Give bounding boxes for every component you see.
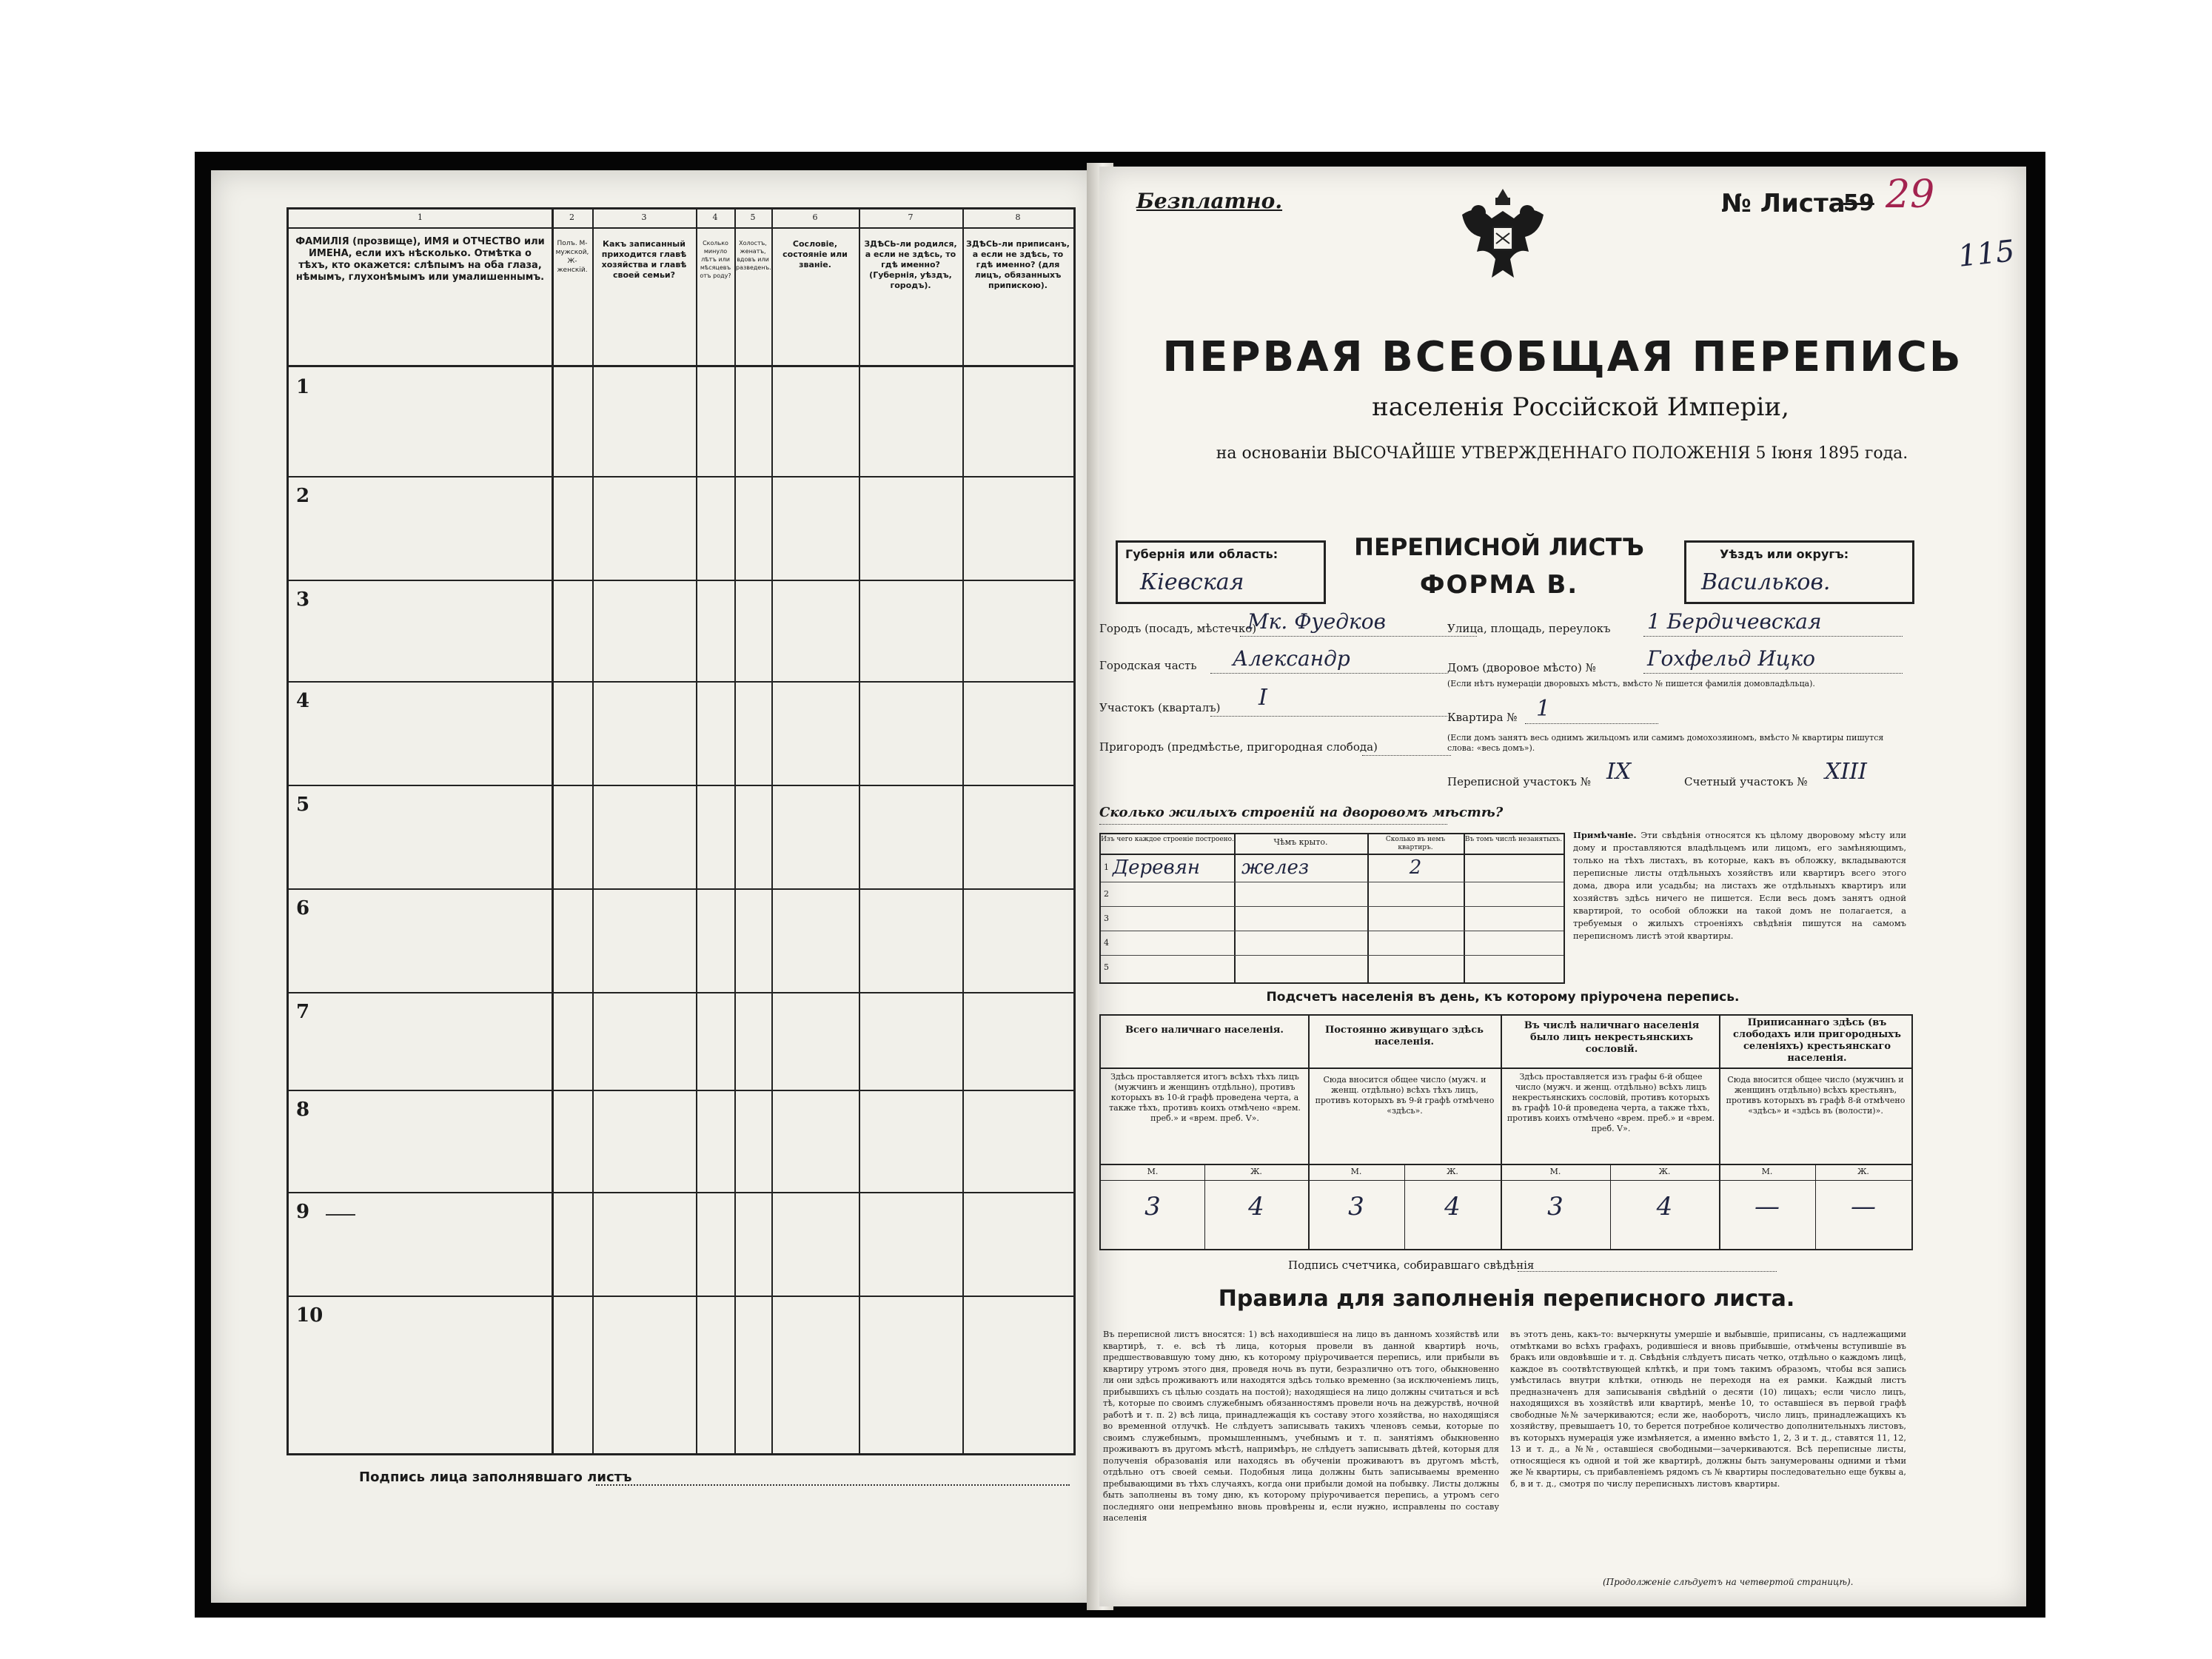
column-header-name: ФАМИЛІЯ (прозвище), ИМЯ и ОТЧЕСТВО или ИМЕНА, если ихъ нѣсколько. Отмѣтка о тѣхъ, кто окажется: слѣпымъ на оба глаза, нѣмымъ, глухонѣмымъ или умалишеннымъ. (295, 236, 545, 283)
row-number: 6 (296, 897, 310, 919)
guberniya-label: Губернія или область: (1125, 547, 1278, 561)
house-value: Гохфельд Ицко (1647, 646, 1815, 671)
table-row (289, 1090, 1073, 1193)
building-apartments: 2 (1409, 857, 1422, 879)
sheet-number-label: № Листа (1721, 189, 1846, 218)
city-label: Городъ (посадъ, мѣстечко) (1099, 622, 1257, 635)
form-letter: ФОРМА В. (1419, 570, 1579, 600)
column-header-marital: Холостъ, женатъ, вдовъ или разведенъ. (736, 240, 771, 271)
table-row (289, 888, 1073, 993)
table-row (289, 1296, 1073, 1453)
tally-present-women: 4 (1248, 1192, 1264, 1221)
sheet-number-handwritten: 29 (1886, 172, 1935, 217)
building-roof: желез (1241, 857, 1310, 879)
building-material: Деревян (1113, 857, 1201, 879)
city-part-value: Александр (1233, 646, 1350, 671)
sheet-number-struck: 59 (1843, 190, 1874, 216)
column-number: 7 (908, 212, 914, 222)
street-value: 1 Бердичевская (1647, 609, 1822, 634)
street-label: Улица, площадь, переулокъ (1447, 622, 1611, 635)
table-row (289, 476, 1073, 581)
census-basis: на основаніи ВЫСОЧАЙШЕ УТВЕРЖДЕННАГО ПОЛОЖЕНІЯ 5 Іюня 1895 года. (1216, 444, 1908, 463)
column-header-registration: ЗДѢСЬ-ли приписанъ, а если не здѣсь, то гдѣ именно? (для лицъ, обязанныхъ припискою). (966, 239, 1070, 290)
apartment-value: 1 (1536, 696, 1551, 722)
form-title: ПЕРЕПИСНОЙ ЛИСТЪ (1354, 533, 1644, 561)
signature-label: Подпись лица заполнявшаго листъ (359, 1469, 632, 1485)
tally-header-nonpeasant: Въ числѣ наличнаго населенія было лицъ некрестьянскихъ сословій. (1524, 1020, 1700, 1055)
person-table (286, 207, 1076, 1455)
table-row (289, 681, 1073, 786)
table-row (289, 367, 1073, 477)
city-value: Мк. Фуедков (1247, 609, 1386, 634)
row-number: 7 (296, 1001, 310, 1023)
row-number: 4 (296, 690, 310, 712)
column-number: 3 (641, 212, 647, 222)
row-number: 2 (296, 485, 310, 507)
tally-permanent-men: 3 (1348, 1192, 1364, 1221)
tally-nonpeasant-men: 3 (1547, 1192, 1564, 1221)
tally-present-men: 3 (1144, 1192, 1161, 1221)
column-number: 4 (712, 212, 718, 222)
row-number: 8 (296, 1099, 310, 1121)
signature-line (596, 1484, 1070, 1486)
column-number: 5 (750, 212, 756, 222)
rules-continue: (Продолженіе слѣдуетъ на четвертой страницѣ). (1603, 1577, 1854, 1587)
row-number: 10 (296, 1304, 324, 1327)
buildings-table (1099, 833, 1565, 984)
buildings-row: 4 (1101, 931, 1564, 956)
buildings-header-vacant: Въ томъ числѣ незанятыхъ. (1464, 836, 1563, 843)
column-header-birthplace: ЗДѢСЬ-ли родился, а если не здѣсь, то гдѣ именно? (Губернія, уѣздъ, городъ). (864, 239, 957, 290)
note-block (1573, 829, 1906, 942)
table-row (289, 785, 1073, 890)
column-number: 8 (1015, 212, 1021, 222)
house-label: Домъ (дворовое мѣсто) № (1447, 661, 1596, 674)
table-row (289, 992, 1073, 1091)
corner-number: 115 (1956, 234, 2017, 274)
tally-header-peasant: Приписаннаго здѣсь (въ слободахъ или пригородныхъ селеніяхъ) крестьянскаго населенія. (1733, 1017, 1901, 1064)
buildings-row: 2 (1101, 882, 1564, 907)
counter-signature-line (1518, 1271, 1777, 1272)
column-header-sex: Полъ. М-мужской, Ж-женскій. (555, 240, 589, 274)
census-subtitle: населенія Россійской Имперіи, (1372, 392, 1789, 422)
guberniya-value: Кіевская (1140, 569, 1244, 595)
buildings-row: 1 Деревян желез 2 (1101, 855, 1564, 882)
buildings-header-apartments: Сколько въ немъ квартиръ. (1385, 836, 1446, 851)
tally-note-permanent: Сюда вносится общее число (мужч. и женщ. отдѣльно) всѣхъ тѣхъ лицъ, противъ которыхъ въ 9-й графѣ отмѣчено «здѣсь». (1315, 1075, 1495, 1116)
district-value: I (1259, 685, 1267, 711)
buildings-header-roof: Чѣмъ крыто. (1273, 837, 1328, 847)
uezd-box (1684, 540, 1914, 604)
city-part-label: Городская часть (1099, 659, 1197, 672)
row-number: 1 (296, 376, 310, 398)
tally-note-peasant: Сюда вносится общее число (мужчинъ и женщинъ отдѣльно) всѣхъ крестьянъ, противъ которыхъ въ графѣ 8-й отмѣчено «здѣсь» и «здѣсь въ (волости)». (1726, 1075, 1906, 1116)
eagle-emblem-icon (1447, 181, 1558, 292)
tally-table: Всего наличнаго населенія. Постоянно живущаго здѣсь населенія. Въ числѣ наличнаго населенія было лицъ некрестьянскихъ сословій. Приписаннаго здѣсь (въ слободахъ или пригородныхъ селеніяхъ) крестьянскаго населенія. Здѣсь проставляется итогъ всѣхъ тѣхъ лицъ (мужчинъ и женщинъ отдѣльно), противъ которыхъ въ 10-й графѣ проведена черта, а также тѣхъ, противъ коихъ отмѣчено «врем. преб.» и «врем. преб. V». Сюда вносится общее число (мужч. и женщ. отдѣльно) всѣхъ тѣхъ лицъ, противъ которыхъ въ 9-й графѣ отмѣчено «здѣсь». Здѣсь проставляется изъ графы 6-й общее число (мужч. и женщ. отдѣльно) всѣхъ лицъ некрестьянскихъ сословій, противъ которыхъ въ графѣ 10-й проведена черта, а также тѣхъ, противъ коихъ отмѣчено «врем. преб.» и «врем. преб. V». Сюда вносится общее число (мужчинъ и женщинъ отдѣльно) всѣхъ крестьянъ, противъ которыхъ въ графѣ 8-й отмѣчено «здѣсь» и «здѣсь въ (волости)». М. Ж. М. Ж. М. Ж. М. Ж. 3 4 3 4 3 4 — — (1099, 1014, 1913, 1250)
tally-nonpeasant-women: 4 (1656, 1192, 1673, 1221)
uezd-label: Уѣздъ или округъ: (1720, 547, 1849, 561)
table-row (289, 580, 1073, 683)
counter-signature-label: Подпись счетчика, собиравшаго свѣдѣнія (1288, 1259, 1535, 1272)
column-number: 1 (418, 212, 423, 222)
buildings-row: 5 (1104, 962, 1109, 972)
buildings-header-material: Изъ чего каждое строеніе построено. (1101, 836, 1234, 843)
note-heading: Примѣчаніе. (1573, 830, 1637, 840)
apartment-note: (Если домъ занятъ весь однимъ жильцомъ или самимъ домохозяиномъ, вмѣсто № квартиры пишутся слова: «весь домъ»). (1447, 733, 1884, 753)
rules-title: Правила для заполненія переписного листа. (1218, 1286, 1795, 1312)
column-number: 2 (569, 212, 574, 222)
row-number: 9 (296, 1201, 310, 1223)
census-title: ПЕРВАЯ ВСЕОБЩАЯ ПЕРЕПИСЬ (1162, 333, 1963, 381)
tally-peasant-men: — (1754, 1192, 1780, 1221)
free-label: Безплатно. (1136, 189, 1283, 213)
guberniya-box (1116, 540, 1326, 604)
column-header-age: Сколько минуло лѣтъ или мѣсяцевъ отъ роду? (700, 240, 731, 279)
buildings-row: 3 (1101, 906, 1564, 931)
tally-header-permanent: Постоянно живущаго здѣсь населенія. (1324, 1025, 1484, 1048)
apartment-label: Квартира № (1447, 711, 1518, 724)
column-header-estate: Сословіе, состояніе или званіе. (782, 239, 848, 269)
buildings-heading: Сколько жилыхъ строеній на дворовомъ мѣстѣ? (1099, 805, 1504, 820)
suburb-label: Пригородъ (предмѣстье, пригородная слобода) (1099, 740, 1378, 754)
left-page (211, 170, 1096, 1603)
count-district-label: Счетный участокъ № (1684, 775, 1808, 788)
column-number: 6 (812, 212, 818, 222)
census-district-value: IX (1606, 759, 1632, 785)
tally-note-present: Здѣсь проставляется итогъ всѣхъ тѣхъ лицъ (мужчинъ и женщинъ отдѣльно), противъ которыхъ въ 10-й графѣ проведена черта, а также тѣхъ, противъ коихъ отмѣчено «врем. преб.» и «врем. преб. V». (1109, 1072, 1301, 1123)
count-district-value: XIII (1825, 759, 1867, 785)
tally-peasant-women: — (1851, 1192, 1876, 1221)
note-text: Эти свѣдѣнія относятся къ цѣлому дворовому мѣсту или дому и проставляются владѣльцемъ или лицомъ, его замѣняющимъ, только на тѣхъ листахъ, въ которые, какъ въ обложку, вкладываются переписные листы отдѣльныхъ хозяйствъ или квартиръ всего этого дома, двора или усадьбы; на листахъ же отдѣльныхъ квартиръ или хозяйствъ здѣсь ничего не пишется. Если весь домъ занятъ одной квартирой, то особой обложки на такой домъ не полагается, а требуемыя о жилыхъ строеніяхъ свѣдѣнія пишутся на самомъ переписномъ листѣ этой квартиры. (1573, 830, 1906, 941)
house-note: (Если нѣтъ нумераціи дворовыхъ мѣстъ, вмѣсто № пишется фамилія домовладѣльца). (1447, 679, 1815, 688)
row-number: 5 (296, 794, 310, 816)
rules-right-column: въ этотъ день, какъ-то: вычеркнуты умершіе и выбывшіе, приписаны, съ надлежащими отмѣтками во всѣхъ графахъ, родившіеся и вновь прибывшіе, отмѣчены вступившіе въ бракъ или овдовѣвшіе и т. д. Свѣдѣнія слѣдуетъ писать четко, отдѣльно о каждомъ лицѣ, каждое въ соотвѣтствующей клѣткѣ, и при томъ такимъ образомъ, чтобы вся запись умѣстилась внутри клѣтки, отнюдь не переходя на ея рамки. Каждый листъ предназначенъ для записыванія свѣдѣній о десяти (10) лицахъ; если число лицъ, находящихся въ хозяйствѣ или квартирѣ, менѣе 10, то оставшіеся въ первой графѣ свободные №№ зачеркиваются; если же, наоборотъ, число лицъ, принадлежащихъ къ хозяйству, превышаетъ 10, то берется потребное количество дополнительныхъ листовъ, въ которыхъ нумерація уже измѣняется, а именно вмѣсто 1, 2, 3 и т. д., ставятся 11, 12, 13 и т. д., а №№, оставшіеся свободными—зачеркиваются. Всѣ переписные листы, относящіеся къ одной и той же квартирѣ, должны быть занумерованы одними и тѣми же № квартиры, съ прибавленіемъ рядомъ съ № квартиры последовательно еще буквы а, б, в и т. д., смотря по числу переписныхъ листовъ квартиры. (1510, 1330, 1906, 1489)
tally-permanent-women: 4 (1444, 1192, 1461, 1221)
tally-heading: Подсчетъ населенія въ день, къ которому пріурочена перепись. (1266, 990, 1740, 1005)
district-label: Участокъ (кварталъ) (1099, 701, 1221, 714)
right-page (1099, 167, 2026, 1606)
tally-note-nonpeasant: Здѣсь проставляется изъ графы 6-й общее число (мужч. и женщ. отдѣльно) всѣхъ лицъ некрестьянскихъ сословій, противъ которыхъ въ графѣ 10-й проведена черта, а также тѣхъ, противъ коихъ отмѣчено «врем. преб.» и «врем. преб. V». (1506, 1072, 1715, 1133)
census-district-label: Переписной участокъ № (1447, 775, 1591, 788)
row-number: 3 (296, 589, 310, 611)
column-header-relation: Какъ записанный приходится главѣ хозяйства и главѣ своей семьи? (601, 239, 687, 280)
uezd-value: Васильков. (1701, 569, 1831, 595)
dash-mark (326, 1214, 355, 1216)
table-row (289, 1192, 1073, 1297)
rules-left-column: Въ переписной листъ вносятся: 1) всѣ находившіеся на лицо въ данномъ хозяйствѣ или квартирѣ, т. е. всѣ тѣ лица, которыя провели въ данной квартирѣ ночь, предшествовавшую тому дню, къ которому пріурочивается перепись, или прибыли въ квартиру утромъ этого дня, проведя ночь въ пути, безразлично отъ того, обыкновенно ли они здѣсь проживаютъ или находятся здѣсь только временно (за исключеніемъ лицъ, прибывшихъ съ цѣлью создать на постой); находящіеся на лицо должны считаться и всѣ тѣ, которые по своимъ служебнымъ обязанностямъ провели ночь на дежурствѣ, ночной работѣ и т. п. 2) всѣ лица, принадлежащія къ составу этого хозяйства, но находящіяся во временной отлучкѣ. Не слѣдуетъ записывать такихъ членовъ семьи, которые по своимъ служебнымъ, промышленнымъ, учебнымъ и т. п. занятіямъ обыкновенно проживаютъ въ другомъ мѣстѣ, напримѣръ, не слѣдуетъ записывать дѣтей, которыя для полученія образованія или находясь въ обученіи проживаютъ въ другомъ мѣстѣ, отдѣльно отъ своей семьи. Подобныя лица должны быть записываемы временно пребывающими въ тѣхъ случаяхъ, когда они прибыли домой на побывку. Листы должны быть заполнены въ тому дню, къ которому пріурочивается перепись, а утромъ сего последняго они непремѣнно вновь провѣрены и, если нужно, исправлены по составу населенія (1103, 1330, 1499, 1523)
tally-header-present: Всего наличнаго населенія. (1125, 1025, 1284, 1036)
